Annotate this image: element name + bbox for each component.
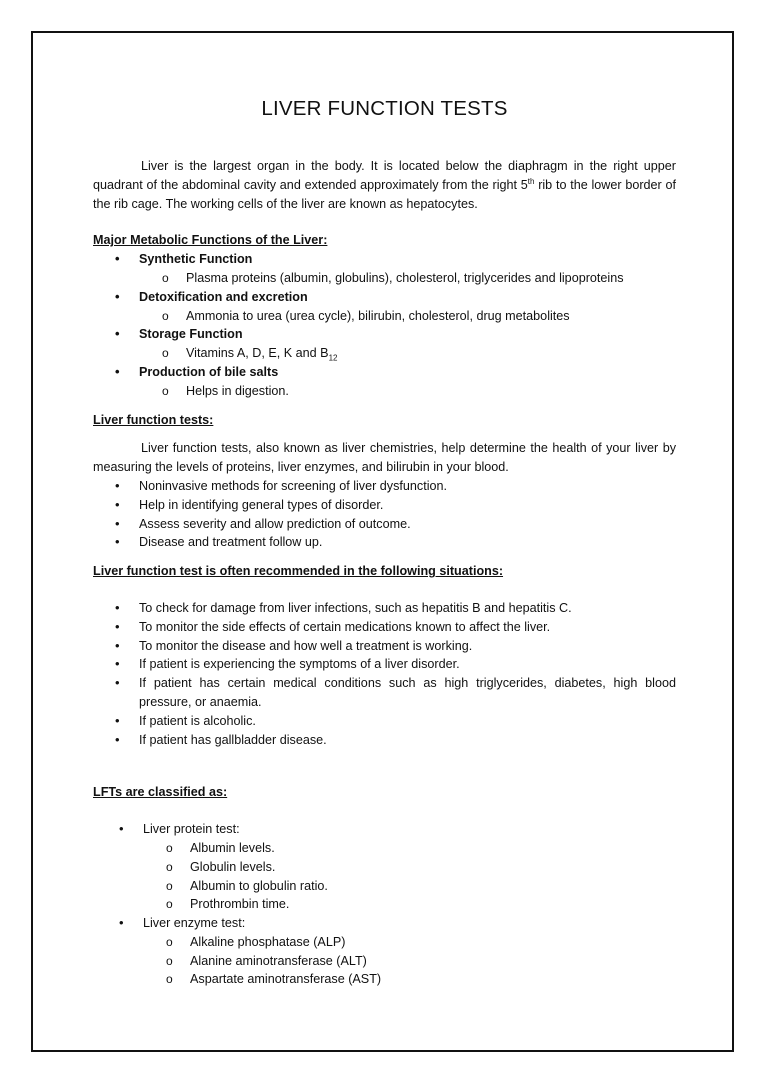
list-item: o Albumin to globulin ratio. xyxy=(93,877,676,896)
metabolic-item-label: Detoxification and excretion xyxy=(139,289,308,304)
intro-text-1: Liver is the largest organ in the body. It is located below the diaphragm in the right upper quadrant of the abdominal cavity and extended approximately from the right 5 xyxy=(93,159,676,192)
list-item: • Disease and treatment follow up. xyxy=(93,533,676,552)
list-item: • If patient is alcoholic. xyxy=(93,712,676,731)
list-item: • Assess severity and allow prediction of outcome. xyxy=(93,515,676,534)
list-item xyxy=(93,914,676,989)
list-item: o Plasma proteins (albumin, globulins), cholesterol, triglycerides and lipoproteins xyxy=(93,269,676,288)
metabolic-heading: Major Metabolic Functions of the Liver: xyxy=(93,233,328,248)
list-item: o Ammonia to urea (urea cycle), bilirubin, cholesterol, drug metabolites xyxy=(93,307,676,326)
list-item: • To monitor the side effects of certain medications known to affect the liver. xyxy=(93,618,676,637)
list-item xyxy=(93,250,676,288)
list-item: • If patient has gallbladder disease. xyxy=(93,731,676,750)
classified-list xyxy=(93,820,676,989)
document-body xyxy=(93,95,676,989)
list-item: o Helps in digestion. xyxy=(93,382,676,401)
list-item: o Aspartate aminotransferase (AST) xyxy=(93,970,676,989)
page-title: LIVER FUNCTION TESTS xyxy=(261,97,508,120)
group-label: Liver protein test: xyxy=(143,822,240,837)
list-item xyxy=(93,325,676,363)
list-item xyxy=(93,288,676,326)
list-item: o Alanine aminotransferase (ALT) xyxy=(93,952,676,971)
list-item xyxy=(93,344,676,363)
intro-superscript: th xyxy=(527,176,535,186)
classified-heading: LFTs are classified as: xyxy=(93,785,228,800)
metabolic-item-label: Production of bile salts xyxy=(139,364,279,379)
metabolic-item-label: Storage Function xyxy=(139,327,243,342)
list-item xyxy=(93,363,676,401)
group-label: Liver enzyme test: xyxy=(143,916,246,931)
list-item: • If patient is experiencing the symptoms of a liver disorder. xyxy=(93,655,676,674)
metabolic-item-label: Synthetic Function xyxy=(139,252,253,267)
lft-paragraph: Liver function tests, also known as liver chemistries, help determine the health of your liver by measuring the levels of proteins, liver enzymes, and bilirubin in your blood. xyxy=(93,441,676,475)
list-item: • Noninvasive methods for screening of liver dysfunction. xyxy=(93,477,676,496)
recommended-heading: Liver function test is often recommended in the following situations: xyxy=(93,564,504,579)
vitamins-text: Vitamins A, D, E, K and B xyxy=(186,346,329,361)
list-item: o Alkaline phosphatase (ALP) xyxy=(93,933,676,952)
lft-list xyxy=(93,477,676,552)
list-item: o Albumin levels. xyxy=(93,839,676,858)
list-item: • To monitor the disease and how well a treatment is working. xyxy=(93,637,676,656)
intro-text-2: rib to the lower border of the rib cage. The working cells of the liver are known as hepatocytes. xyxy=(93,177,676,211)
intro-paragraph xyxy=(93,157,676,213)
lft-heading: Liver function tests: xyxy=(93,412,214,427)
list-item: o Prothrombin time. xyxy=(93,895,676,914)
recommended-list xyxy=(93,599,676,749)
list-item: • Help in identifying general types of disorder. xyxy=(93,496,676,515)
vitamin-subscript: 12 xyxy=(328,353,338,363)
list-item: • To check for damage from liver infections, such as hepatitis B and hepatitis C. xyxy=(93,599,676,618)
list-item: • If patient has certain medical conditions such as high triglycerides, diabetes, high blood pressure, or anaemia. xyxy=(93,674,676,712)
list-item xyxy=(93,820,676,914)
metabolic-list xyxy=(93,250,676,400)
list-item: o Globulin levels. xyxy=(93,858,676,877)
